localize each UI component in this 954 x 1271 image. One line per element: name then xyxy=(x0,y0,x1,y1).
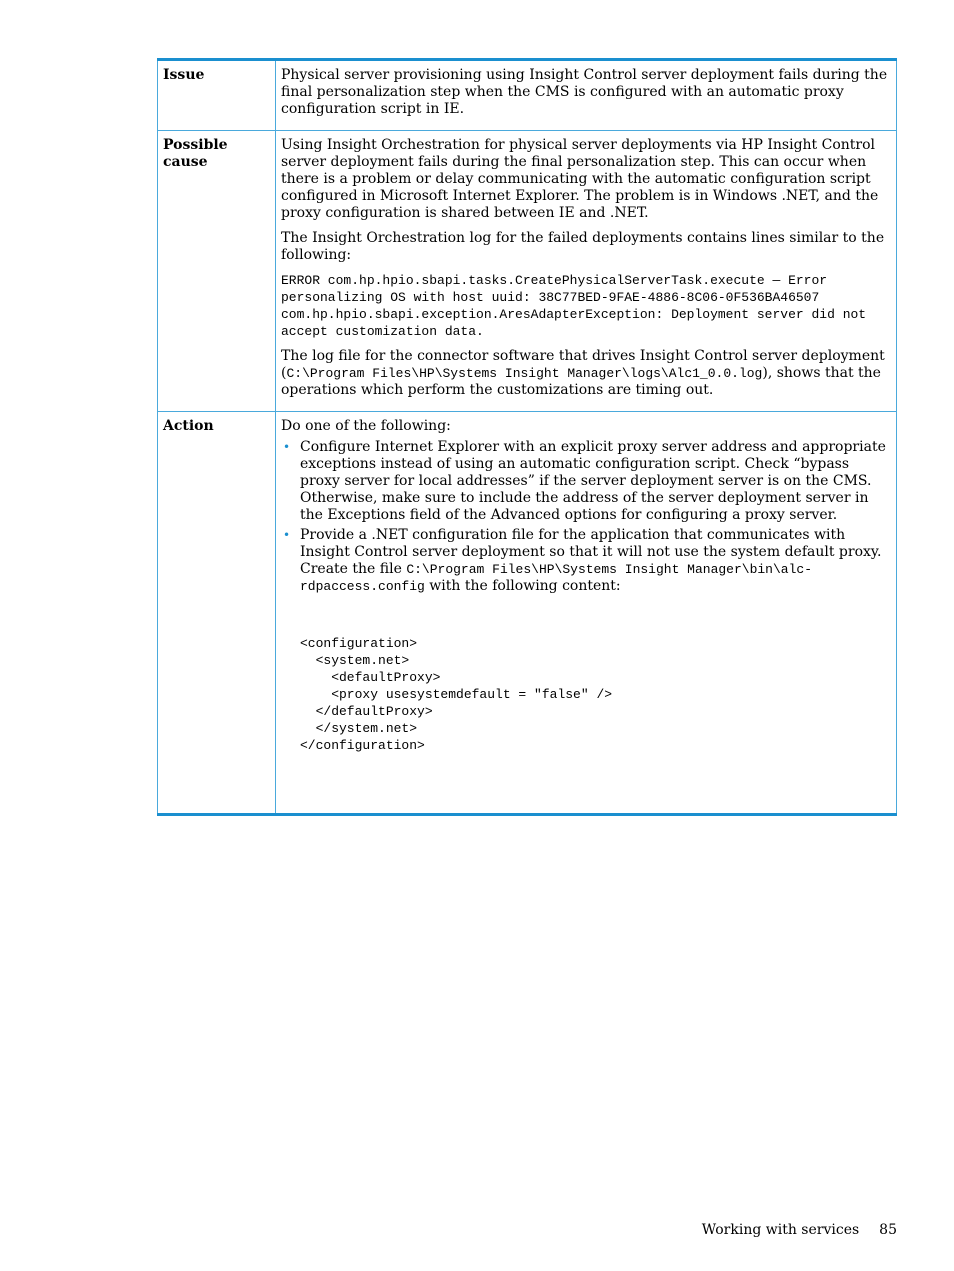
table-row-issue xyxy=(158,60,897,131)
bullet-1-text: Configure Internet Explorer with an explicit proxy server address and appropriate exceptions instead of using an automatic configuration script. Check “bypass proxy server for local addresses” if the server deployment server is on the CMS. Otherwise, make sure to include the address of the server deployment server in the Exceptions field of the Advanced options for configuring a proxy server. xyxy=(300,439,886,523)
log-file-path: C:\Program Files\HP\Systems Insight Manager\logs\Alc1_0.0.log xyxy=(286,366,763,381)
possible-cause-label: Possible cause xyxy=(158,131,276,412)
table-row-possible-cause xyxy=(158,131,897,412)
troubleshooting-table xyxy=(157,58,897,816)
table-row-action xyxy=(158,412,897,815)
bullet-2-after: with the following content: xyxy=(424,578,621,594)
bullet-icon: • xyxy=(283,528,291,542)
cause-p3-after: ), shows that the operations which perform the customizations are timing out. xyxy=(281,365,881,398)
log-excerpt: ERROR com.hp.hpio.sbapi.tasks.CreatePhysicalServerTask.execute — Error personalizing OS with host uuid: 38C77BED-9FAE-4886-8C06-0F536BA46507 com.hp.hpio.sbapi.exception.AresAdapterException: Deployment server did not accept customization data. xyxy=(281,273,867,339)
config-code-block: <configuration> <system.net> <defaultProxy> <proxy usesystemdefault = "false" /> </defaultProxy> </system.net> </configuration> xyxy=(300,636,613,753)
issue-label: Issue xyxy=(158,60,276,131)
cause-p3-before: The log file for the connector software that drives Insight Control server deployment ( xyxy=(281,348,885,381)
action-label: Action xyxy=(158,412,276,815)
list-item xyxy=(281,439,891,524)
page-footer xyxy=(702,1222,897,1238)
action-list xyxy=(281,439,891,595)
cause-paragraph-2: The Insight Orchestration log for the failed deployments contains lines similar to the following: xyxy=(281,230,885,263)
footer-section-title: Working with services xyxy=(701,1222,860,1238)
config-file-path: C:\Program Files\HP\Systems Insight Manager\bin\alc-rdpaccess.config xyxy=(300,562,812,594)
cause-paragraph-3 xyxy=(281,348,891,399)
bullet-2-before: Provide a .NET configuration file for the application that communicates with Insight Control server deployment so that it will not use the system default proxy. Create the file xyxy=(300,527,882,577)
issue-description: Physical server provisioning using Insight Control server deployment fails during the final personalization step when the CMS is configured with an automatic proxy configuration script in IE. xyxy=(281,67,888,117)
possible-cause-text xyxy=(276,131,897,412)
page-number: 85 xyxy=(879,1222,897,1238)
action-text xyxy=(276,412,897,815)
action-intro: Do one of the following: xyxy=(281,418,451,434)
list-item xyxy=(281,527,891,595)
bullet-icon: • xyxy=(283,440,291,454)
issue-text xyxy=(276,60,897,131)
cause-paragraph-1: Using Insight Orchestration for physical server deployments via HP Insight Control server deployment fails during the final personalization step. This can occur when there is a problem or delay communicating with the automatic configuration script configured in Microsoft Internet Explorer. The problem is in Windows .NET, and the proxy configuration is shared between IE and .NET. xyxy=(281,137,879,221)
